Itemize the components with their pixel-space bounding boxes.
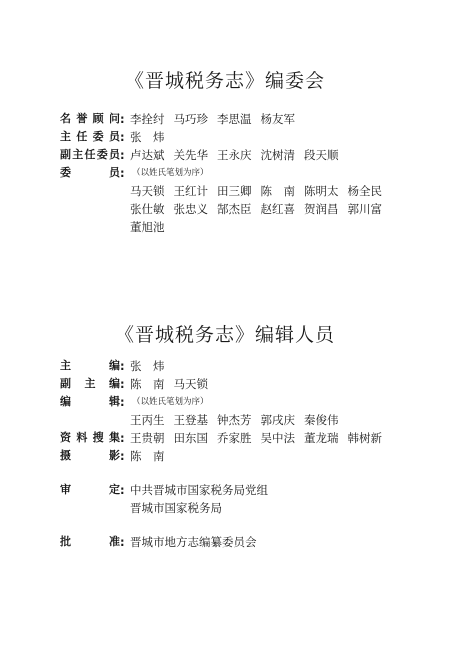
person-name: 陈明太 <box>304 184 339 198</box>
person-name: 王丙生 <box>130 413 165 427</box>
person-name: 张 炜 <box>130 359 165 373</box>
person-name: 田三卿 <box>217 184 252 198</box>
members-row: 委 员 : （以姓氏笔划为序） <box>60 166 209 180</box>
role-label: 委 员 <box>60 166 120 179</box>
editors-row: 编 辑 : （以姓氏笔划为序） <box>60 395 209 409</box>
person-name: 王永庆 <box>217 148 252 162</box>
person-name: 韩树新 <box>347 431 382 445</box>
person-name: 陈 南 <box>260 184 295 198</box>
person-name: 张仕敏 <box>130 202 165 216</box>
photography-row: 摄 影 : 陈 南 <box>60 447 440 465</box>
members-line <box>60 218 440 236</box>
person-name: 杨友军 <box>260 112 295 126</box>
honorary-advisors-row: 名誉顾问 : 李拴纣 马巧珍 李思温 杨友军 <box>60 110 440 128</box>
person-name: 郭川富 <box>347 202 382 216</box>
ordering-note: （以姓氏笔划为序） <box>132 168 209 178</box>
person-name: 钟杰芳 <box>217 413 252 427</box>
person-name: 田东国 <box>173 431 208 445</box>
person-name: 陈 南 <box>130 449 165 463</box>
approval-org: 晋城市地方志编纂委员会 <box>130 535 257 549</box>
members-line <box>60 200 440 218</box>
role-label: 编 辑 <box>60 395 120 408</box>
names-list <box>130 429 391 447</box>
committee-title: 《晋城税务志》编委会 <box>124 70 325 92</box>
review-row: 审 定 : 中共晋城市国家税务局党组 <box>60 483 268 497</box>
person-name: 张忠义 <box>173 202 208 216</box>
members-line <box>60 182 440 200</box>
staff-roster <box>60 357 440 551</box>
role-label: 副主任委员 <box>60 148 120 161</box>
person-name: 关先华 <box>173 148 208 162</box>
review-org: 晋城市国家税务局 <box>130 501 222 515</box>
person-name: 沈树清 <box>260 148 295 162</box>
person-name: 秦俊伟 <box>304 413 339 427</box>
person-name: 董旭池 <box>130 220 165 234</box>
person-name: 张 炜 <box>130 130 165 144</box>
person-name: 马巧珍 <box>173 112 208 126</box>
role-label: 主 编 <box>60 359 120 372</box>
person-name: 王红计 <box>173 184 208 198</box>
person-name: 乔家胜 <box>217 431 252 445</box>
names-list <box>130 128 174 146</box>
review-line <box>60 499 440 517</box>
editors-line <box>60 411 440 429</box>
person-name: 李拴纣 <box>130 112 165 126</box>
person-name: 贺润昌 <box>304 202 339 216</box>
person-name: 董龙瑞 <box>304 431 339 445</box>
person-name: 郭戌庆 <box>260 413 295 427</box>
role-label: 批 准 <box>60 535 120 548</box>
names-list <box>130 146 348 164</box>
person-name: 郜杰臣 <box>217 202 252 216</box>
ordering-note: （以姓氏笔划为序） <box>132 397 209 407</box>
person-name: 王登基 <box>173 413 208 427</box>
committee-roster <box>60 110 440 236</box>
staff-title: 《晋城税务志》编辑人员 <box>114 324 335 346</box>
role-label: 副主编 <box>60 377 120 390</box>
person-name: 吴中法 <box>260 431 295 445</box>
review-org: 中共晋城市国家税务局党组 <box>130 483 268 497</box>
data-collection-row: 资料搜集 : 王贵朝 田东国 乔家胜 吴中法 董龙瑞 韩树新 <box>60 429 440 447</box>
role-label: 审 定 <box>60 483 120 496</box>
names-list <box>130 110 304 128</box>
deputy-directors-row: 副主任委员 : 卢达斌 关先华 王永庆 沈树清 段天顺 <box>60 146 440 164</box>
role-label: 摄 影 <box>60 449 120 462</box>
person-name: 段天顺 <box>304 148 339 162</box>
names-list <box>130 357 174 375</box>
director-row: 主任委员 : 张 炜 <box>60 128 440 146</box>
person-name: 卢达斌 <box>130 148 165 162</box>
names-list <box>130 447 174 465</box>
person-name: 赵红喜 <box>260 202 295 216</box>
chief-editor-row: 主 编 : 张 炜 <box>60 357 440 375</box>
person-name: 陈 南 <box>130 377 165 391</box>
role-label: 资料搜集 <box>60 431 120 444</box>
role-label: 主任委员 <box>60 130 120 143</box>
person-name: 李思温 <box>217 112 252 126</box>
person-name: 杨全民 <box>347 184 382 198</box>
deputy-chief-editors-row: 副主编 : 陈 南 马天锁 <box>60 375 440 393</box>
approval-row: 批 准 : 晋城市地方志编纂委员会 <box>60 535 257 549</box>
person-name: 马天锁 <box>173 377 208 391</box>
role-label: 名誉顾问 <box>60 112 120 125</box>
person-name: 马天锁 <box>130 184 165 198</box>
person-name: 王贵朝 <box>130 431 165 445</box>
names-list <box>130 375 217 393</box>
